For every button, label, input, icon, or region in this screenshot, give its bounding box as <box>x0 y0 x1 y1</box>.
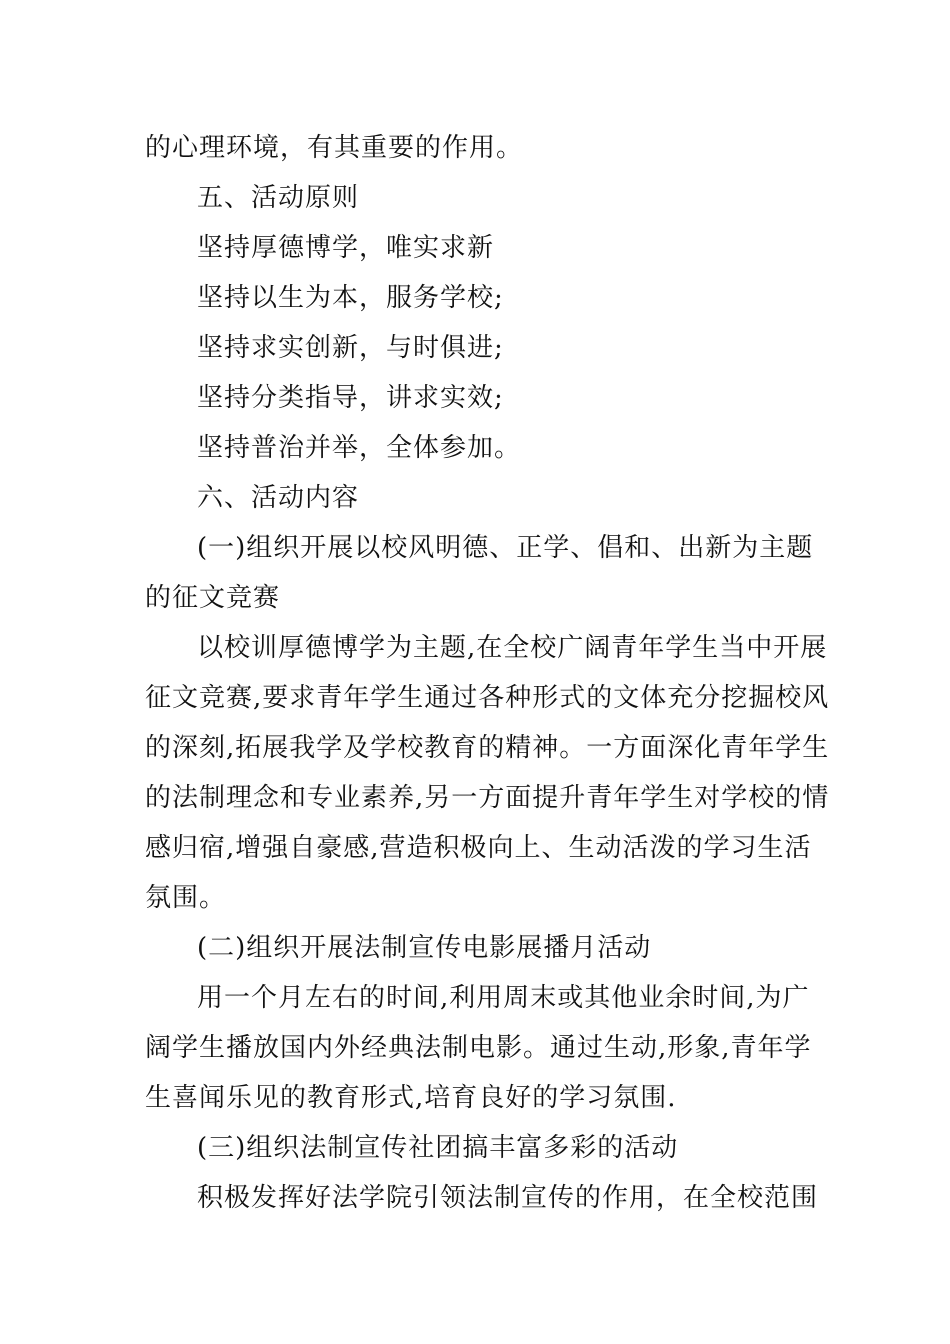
section-heading: 五、活动原则 <box>197 183 360 213</box>
subsection-heading: (二)组织开展法制宣传电影展播月活动 <box>197 933 652 963</box>
section-heading: 六、活动内容 <box>197 483 360 513</box>
text-line: 的心理环境，有其重要的作用。 <box>145 133 524 163</box>
principle-item: 坚持分类指导，讲求实效; <box>197 383 504 413</box>
paragraph-line: 感归宿,增强自豪感,营造积极向上、生动活泼的学习生活 <box>145 833 812 863</box>
paragraph-line: 的深刻,拓展我学及学校教育的精神。一方面深化青年学生 <box>145 733 830 763</box>
paragraph-line: 积极发挥好法学院引领法制宣传的作用，在全校范围 <box>197 1183 819 1213</box>
paragraph-line: 的法制理念和专业素养,另一方面提升青年学生对学校的情 <box>145 783 830 813</box>
paragraph-line: 用一个月左右的时间,利用周末或其他业余时间,为广 <box>197 983 810 1013</box>
subsection-heading: (一)组织开展以校风明德、正学、倡和、出新为主题 <box>197 533 814 563</box>
paragraph-line: 阔学生播放国内外经典法制电影。通过生动,形象,青年学 <box>145 1033 812 1063</box>
principle-item: 坚持求实创新，与时俱进; <box>197 333 504 363</box>
paragraph-line: 以校训厚德博学为主题,在全校广阔青年学生当中开展 <box>197 633 828 663</box>
subsection-heading-continued: 的征文竞赛 <box>145 583 281 613</box>
paragraph-line: 征文竞赛,要求青年学生通过各种形式的文体充分挖掘校风 <box>145 683 830 713</box>
principle-item: 坚持普治并举，全体参加。 <box>197 433 522 463</box>
paragraph-line: 生喜闻乐见的教育形式,培育良好的学习氛围. <box>145 1083 677 1113</box>
principle-item: 坚持厚德博学，唯实求新 <box>197 233 495 263</box>
subsection-heading: (三)组织法制宣传社团搞丰富多彩的活动 <box>197 1133 679 1163</box>
paragraph-line: 氛围。 <box>145 883 227 913</box>
principle-item: 坚持以生为本，服务学校; <box>197 283 504 313</box>
